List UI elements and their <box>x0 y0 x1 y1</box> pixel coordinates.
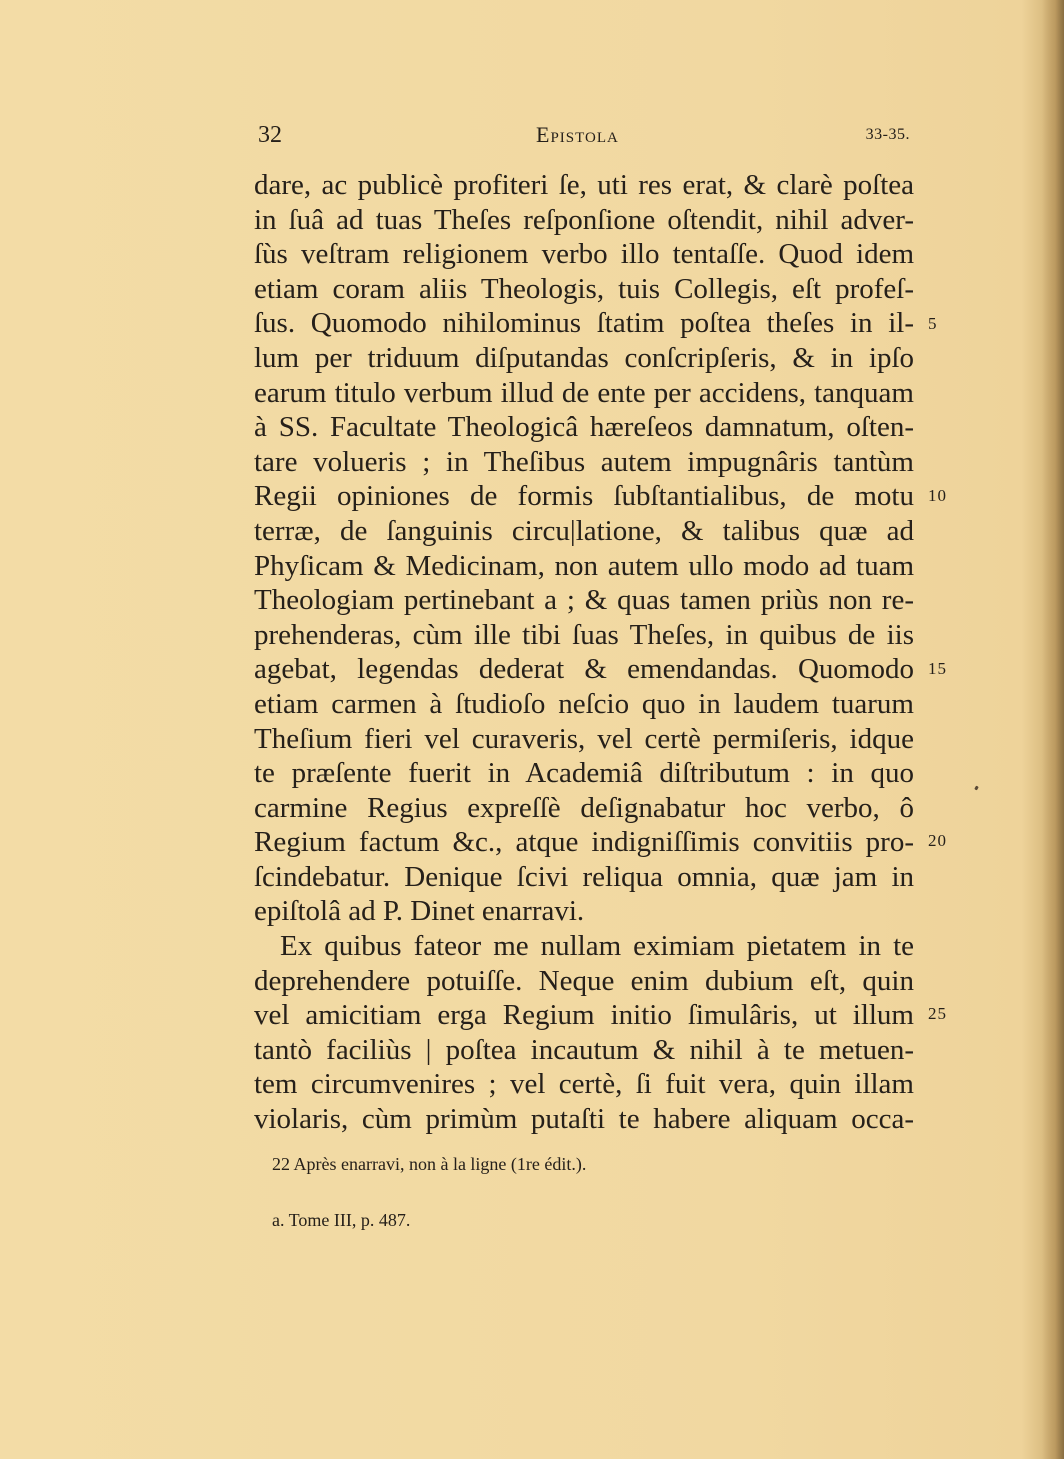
text-line: lum per triduum diſputandas conſcripſeris, & in ipſo <box>254 341 914 374</box>
text-line: Phyſicam & Medicinam, non autem ullo modo ad tuam <box>254 549 914 582</box>
text-line: carmine Regius expreſſè deſignabatur hoc verbo, ô <box>254 791 914 824</box>
text-line: earum titulo verbum illud de ente per accidens, tanquam <box>254 376 914 409</box>
line-number: 10 <box>928 486 947 505</box>
text-line: tem circumvenires ; vel certè, ſi fuit vera, quin illam <box>254 1068 914 1101</box>
text-line: Regii opiniones de formis ſubſtantialibus, de motu <box>254 480 914 513</box>
footnote-variant: 22 Après enarravi, non à la ligne (1re édit.). <box>272 1154 587 1174</box>
text-line: ſus. Quomodo nihilominus ſtatim poſtea theſes in il- <box>254 307 914 340</box>
reference-range: 33-35. <box>865 126 910 143</box>
text-line: vel amicitiam erga Regium initio ſimulâris, ut illum <box>254 999 914 1032</box>
text-line: dare, ac publicè profiteri ſe, uti res erat, & clarè poſtea <box>254 169 914 201</box>
text-line: agebat, legendas dederat & emendandas. Quomodo <box>254 653 914 686</box>
text-line: epiſtolâ ad P. Dinet enarravi. <box>254 895 585 928</box>
line-number: 25 <box>928 1004 947 1023</box>
text-line: ſcindebatur. Denique ſcivi reliqua omnia, quæ jam in <box>254 860 914 893</box>
line-number: 5 <box>928 314 938 333</box>
text-line: tare volueris ; in Theſibus autem impugnâris tantùm <box>254 445 914 478</box>
running-title: Epistola <box>536 122 619 147</box>
text-line: etiam coram aliis Theologis, tuis Collegis, eſt profeſ- <box>254 272 914 305</box>
text-line: Ex quibus fateor me nullam eximiam pietatem in te <box>280 930 914 963</box>
text-line: Theologiam pertinebant a ; & quas tamen priùs non re- <box>254 584 914 617</box>
text-line: te præſente fuerit in Academiâ diſtributum : in quo <box>254 757 914 790</box>
text-line: prehenderas, cùm ille tibi ſuas Theſes, in quibus de iis <box>254 618 914 651</box>
page-header <box>258 118 910 154</box>
line-number: 15 <box>928 659 947 678</box>
text-line: tantò faciliùs | poſtea incautum & nihil à te metuen- <box>254 1033 914 1066</box>
text-line: violaris, cùm primùm putaſti te habere aliquam occa- <box>254 1103 914 1136</box>
text-line: in ſuâ ad tuas Theſes reſponſione oſtendit, nihil adver- <box>254 203 914 236</box>
text-line: à SS. Facultate Theologicâ hæreſeos damnatum, oſten- <box>254 411 914 444</box>
text-line: Regium factum &c., atque indigniſſimis convitiis pro- <box>254 826 914 859</box>
page-edge-shadow <box>1042 0 1064 1459</box>
text-line: ſùs veſtram religionem verbo illo tentaſſe. Quod idem <box>254 238 914 271</box>
line-number: 20 <box>928 831 947 850</box>
page-number: 32 <box>258 122 282 148</box>
footnotes <box>272 1154 586 1236</box>
paper-speck <box>974 786 979 791</box>
body-text <box>254 168 914 1137</box>
text-line: deprehendere potuiſſe. Neque enim dubium eſt, quin <box>254 964 914 997</box>
footnote-reference: a. Tome III, p. 487. <box>272 1210 411 1230</box>
text-line: Theſium fieri vel curaveris, vel certè permiſeris, idque <box>254 722 914 755</box>
text-line: etiam carmen à ſtudioſo neſcio quo in laudem tuarum <box>254 687 914 720</box>
text-line: terræ, de ſanguinis circu|latione, & talibus quæ ad <box>254 514 914 547</box>
